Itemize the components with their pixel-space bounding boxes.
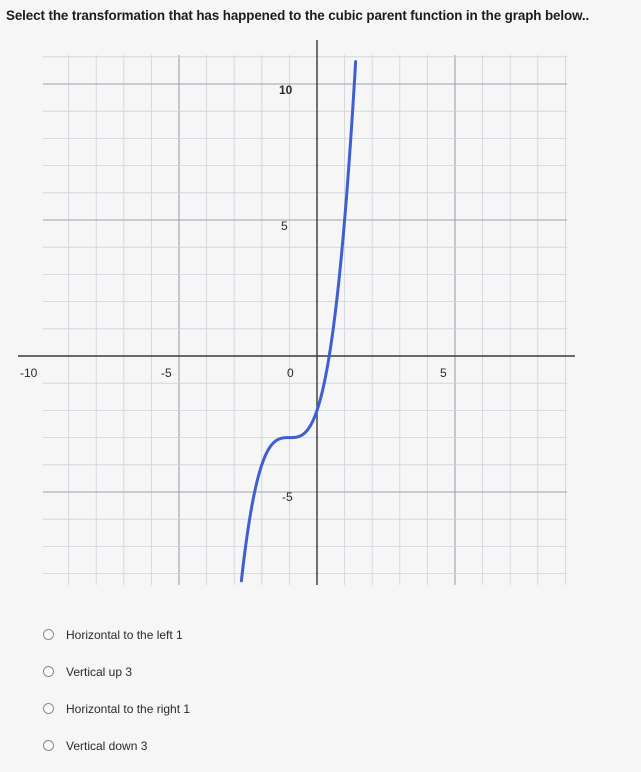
option-label: Horizontal to the right 1 bbox=[66, 701, 191, 716]
question-text: Select the transformation that has happened to the cubic parent function in the graph below.. bbox=[6, 8, 590, 23]
option-horizontal-right-1[interactable] bbox=[43, 690, 443, 727]
tick-label-x-neg5: -5 bbox=[161, 366, 172, 380]
option-label: Vertical down 3 bbox=[66, 738, 148, 753]
radio-button[interactable] bbox=[43, 629, 54, 640]
radio-button[interactable] bbox=[43, 666, 54, 677]
tick-label-y-neg5: -5 bbox=[282, 490, 293, 504]
option-label: Vertical up 3 bbox=[66, 664, 133, 679]
radio-button[interactable] bbox=[43, 703, 54, 714]
cubic-curve bbox=[241, 62, 355, 581]
tick-label-x-neg10: -10 bbox=[20, 366, 38, 380]
option-vertical-up-3[interactable] bbox=[43, 653, 443, 690]
option-horizontal-left-1[interactable] bbox=[43, 616, 443, 653]
graph-axes bbox=[18, 40, 575, 585]
graph-grid bbox=[43, 55, 567, 585]
tick-label-origin: 0 bbox=[287, 366, 294, 380]
tick-label-y-pos10: 10 bbox=[279, 83, 293, 97]
tick-label-y-pos5: 5 bbox=[281, 219, 288, 233]
tick-label-x-pos5: 5 bbox=[440, 366, 447, 380]
option-vertical-down-3[interactable] bbox=[43, 727, 443, 764]
answer-options bbox=[43, 616, 443, 764]
radio-button[interactable] bbox=[43, 740, 54, 751]
option-label: Horizontal to the left 1 bbox=[66, 627, 183, 642]
